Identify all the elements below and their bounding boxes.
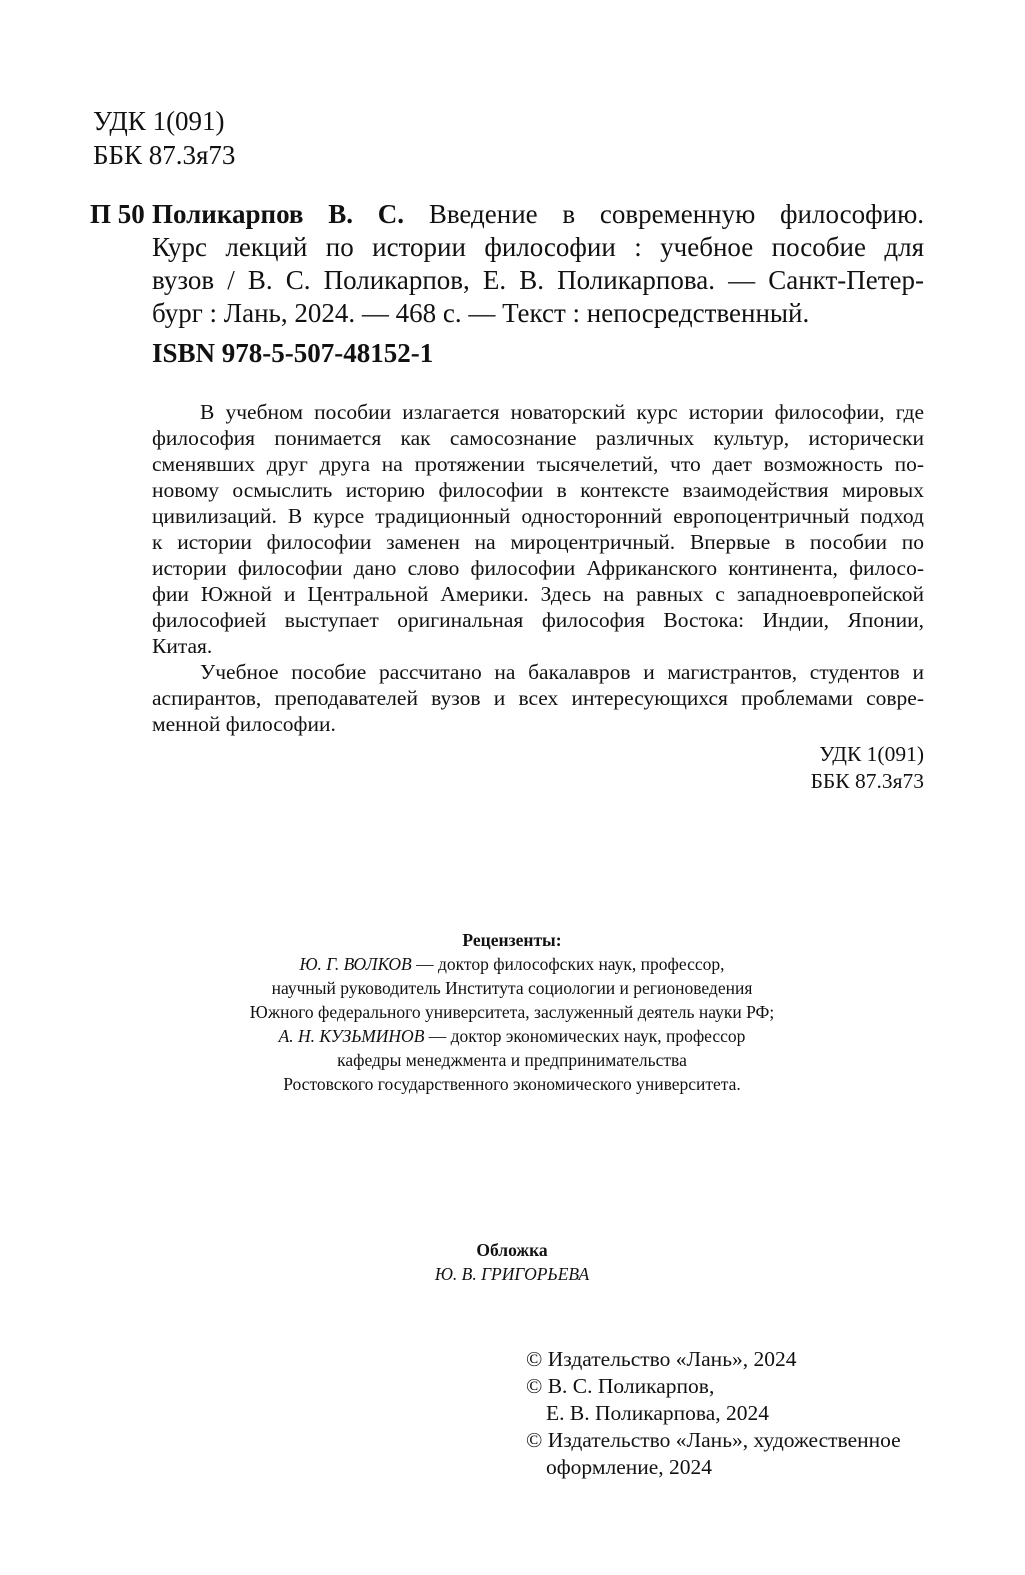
biblio-line: вузов / В. С. Поликарпов, Е. В. Поликарпова. — Санкт-Петер-: [152, 265, 924, 295]
biblio-line: Введение в современную философию.: [428, 199, 924, 229]
copyright-block: [526, 1346, 901, 1481]
annotation: [152, 399, 924, 737]
copyright-line: оформление, 2024: [546, 1455, 713, 1479]
annotation-line: Китая.: [152, 634, 213, 658]
annotation-line: истории философии дано слово философии Африканского континента, филосо-: [152, 556, 924, 580]
biblio-line: бург : Лань, 2024. — 468 с. — Текст : непосредственный.: [152, 298, 810, 328]
annotation-line: сменявших друг друга на протяжении тысячелетий, что дает возможность по-: [152, 452, 924, 476]
annotation-line: менной философии.: [152, 712, 336, 736]
isbn: ISBN 978-5-507-48152-1: [152, 338, 434, 368]
top-classification-codes: [93, 104, 235, 172]
author-mark: П 50: [90, 199, 145, 229]
reviewer-credentials: научный руководитель Института социологии и регионоведения: [271, 978, 753, 998]
reviewer-name: А. Н. КУЗЬМИНОВ: [278, 1026, 425, 1046]
annotation-line: цивилизаций. В курсе традиционный односторонний европоцентричный подход: [152, 504, 924, 528]
annotation-line: философией выступает оригинальная философия Востока: Индии, Японии,: [152, 608, 924, 632]
bibliographic-record: [152, 198, 924, 330]
reviewers-heading: Рецензенты:: [462, 930, 562, 950]
annotation-line: новому осмыслить историю философии в контексте взаимодействия мировых: [152, 478, 924, 502]
biblio-line: Курс лекций по истории философии : учебное пособие для: [152, 232, 924, 262]
reviewer-credentials: — доктор экономических наук, профессор: [424, 1026, 746, 1046]
annotation-line: к истории философии заменен на мироцентричный. Впервые в пособии по: [152, 530, 924, 554]
reviewer-credentials: Южного федерального университета, заслуженный деятель науки РФ;: [249, 1002, 775, 1022]
reviewer-credentials: кафедры менеджмента и предпринимательства: [337, 1050, 687, 1070]
reviewer-name: Ю. Г. ВОЛКОВ: [299, 954, 412, 974]
author-name: Поликарпов В. С.: [152, 199, 405, 229]
annotation-line: фии Южной и Центральной Америки. Здесь на равных с западноевропейской: [152, 582, 924, 606]
footer-classification-codes: [700, 741, 924, 795]
copyright-line: © Издательство «Лань», 2024: [526, 1347, 797, 1371]
copyright-line: Е. В. Поликарпова, 2024: [546, 1401, 770, 1425]
udk-code: УДК 1(091): [93, 106, 225, 136]
reviewers-block: [152, 928, 872, 1096]
cover-credit: [152, 1238, 872, 1286]
copyright-line: © Издательство «Лань», художественное: [526, 1428, 901, 1452]
cover-designer: Ю. В. ГРИГОРЬЕВА: [434, 1264, 590, 1284]
reviewer-credentials: Ростовского государственного экономического университета.: [283, 1074, 741, 1094]
cover-heading: Обложка: [476, 1240, 548, 1260]
bbk-code: ББК 87.3я73: [810, 769, 924, 793]
copyright-line: © В. С. Поликарпов,: [526, 1374, 715, 1398]
bbk-code: ББК 87.3я73: [93, 140, 236, 170]
annotation-line: В учебном пособии излагается новаторский курс истории философии, где: [200, 400, 924, 424]
annotation-line: аспирантов, преподавателей вузов и всех интересующихся проблемами совре-: [152, 686, 924, 710]
udk-code: УДК 1(091): [819, 742, 924, 766]
reviewer-credentials: — доктор философских наук, профессор,: [411, 954, 725, 974]
annotation-line: Учебное пособие рассчитано на бакалавров и магистрантов, студентов и: [200, 660, 924, 684]
annotation-line: философия понимается как самосознание различных культур, исторически: [152, 426, 924, 450]
